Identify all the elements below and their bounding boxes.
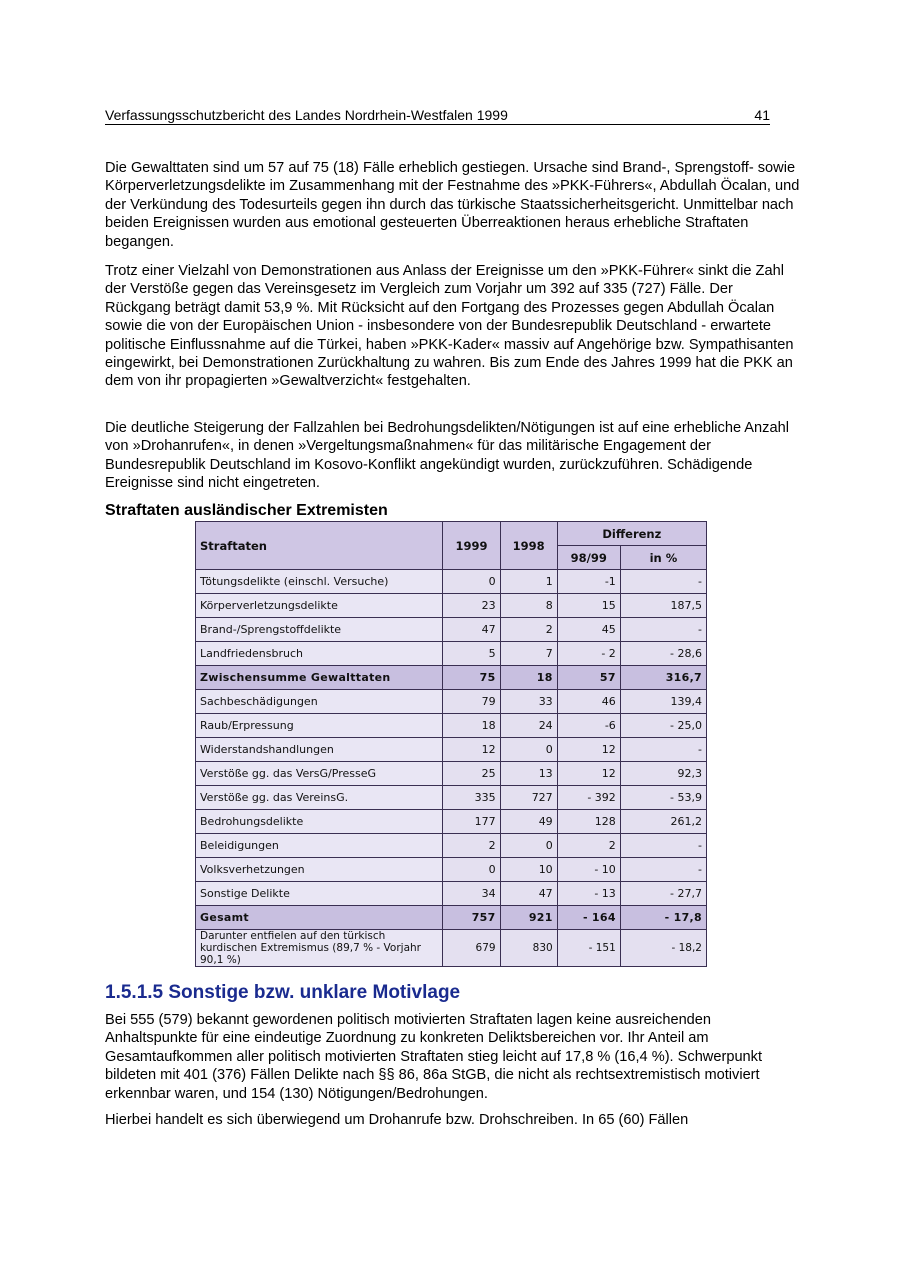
page-number: 41 bbox=[754, 107, 770, 123]
value-1998: 8 bbox=[500, 594, 557, 618]
value-percent: - bbox=[620, 738, 706, 762]
value-diff: 15 bbox=[557, 594, 620, 618]
value-diff: 46 bbox=[557, 690, 620, 714]
value-1998: 921 bbox=[500, 906, 557, 930]
value-1999: 12 bbox=[443, 738, 500, 762]
paragraph-1: Die Gewalttaten sind um 57 auf 75 (18) Fälle erheblich gestiegen. Ursache sind Brand-, Sprengstoff- sowie Körperverletzungsdelikte im Zusammenhang mit der Festnahme des »PKK-Führers«, Abdullah Öcalan, und der Verkündung des Todesurteils gegen ihn durch das türkische Staatssicherheitsgericht. Unmittelbar nach beiden Ereignissen wurden aus emotional gesteuerten Überreaktionen heraus erhebliche Straftaten begangen. bbox=[105, 160, 800, 250]
value-diff: - 392 bbox=[557, 786, 620, 810]
value-1999: 25 bbox=[443, 762, 500, 786]
row-label: Bedrohungsdelikte bbox=[196, 810, 443, 834]
value-1999: 177 bbox=[443, 810, 500, 834]
value-1998: 0 bbox=[500, 834, 557, 858]
value-1998: 0 bbox=[500, 738, 557, 762]
value-percent: - 53,9 bbox=[620, 786, 706, 810]
value-percent: - bbox=[620, 618, 706, 642]
value-diff: - 13 bbox=[557, 882, 620, 906]
table-row bbox=[196, 666, 707, 690]
row-label: Tötungsdelikte (einschl. Versuche) bbox=[196, 570, 443, 594]
header-1999: 1999 bbox=[443, 522, 500, 570]
value-1998: 47 bbox=[500, 882, 557, 906]
value-1998: 830 bbox=[500, 930, 557, 967]
table-row bbox=[196, 714, 707, 738]
value-1999: 47 bbox=[443, 618, 500, 642]
value-percent: - 25,0 bbox=[620, 714, 706, 738]
value-diff: 12 bbox=[557, 762, 620, 786]
value-diff: 45 bbox=[557, 618, 620, 642]
row-label: Zwischensumme Gewalttaten bbox=[196, 666, 443, 690]
value-1999: 2 bbox=[443, 834, 500, 858]
header-title: Verfassungsschutzbericht des Landes Nordrhein-Westfalen 1999 bbox=[105, 107, 508, 123]
value-1998: 10 bbox=[500, 858, 557, 882]
section-paragraph-1: Bei 555 (579) bekannt gewordenen politisch motivierten Straftaten lagen keine ausreichenden Anhaltspunkte für eine eindeutige Zuordnung zu konkreten Deliktsbereichen vor. Ihr Anteil am Gesamtaufkommen aller politisch motivierten Straftaten stieg leicht auf 17,8 % (16,4 %). Schwerpunkt bildeten mit 401 (376) Fällen Delikte nach §§ 86, 86a StGB, die nicht als rechtsextremistisch motiviert erkennbar waren, und 154 (130) Nötigungen/Bedrohungen. bbox=[105, 1012, 763, 1102]
table-row bbox=[196, 930, 707, 967]
table-row bbox=[196, 618, 707, 642]
value-diff: 12 bbox=[557, 738, 620, 762]
value-diff: - 164 bbox=[557, 906, 620, 930]
row-label: Darunter entfielen auf den türkisch kurdischen Extremismus (89,7 % - Vorjahr 90,1 %) bbox=[196, 930, 443, 967]
value-percent: 92,3 bbox=[620, 762, 706, 786]
value-1998: 24 bbox=[500, 714, 557, 738]
value-1998: 33 bbox=[500, 690, 557, 714]
section-heading: 1.5.1.5 Sonstige bzw. unklare Motivlage bbox=[105, 982, 461, 1003]
table-row bbox=[196, 594, 707, 618]
value-percent: - 17,8 bbox=[620, 906, 706, 930]
value-percent: - bbox=[620, 834, 706, 858]
value-1998: 18 bbox=[500, 666, 557, 690]
value-diff: -6 bbox=[557, 714, 620, 738]
header-1998: 1998 bbox=[500, 522, 557, 570]
value-percent: - bbox=[620, 570, 706, 594]
value-1998: 49 bbox=[500, 810, 557, 834]
row-label: Landfriedensbruch bbox=[196, 642, 443, 666]
value-diff: - 10 bbox=[557, 858, 620, 882]
header-difference: Differenz bbox=[557, 522, 706, 546]
row-label: Verstöße gg. das VereinsG. bbox=[196, 786, 443, 810]
row-label: Körperverletzungsdelikte bbox=[196, 594, 443, 618]
row-label: Gesamt bbox=[196, 906, 443, 930]
value-1999: 75 bbox=[443, 666, 500, 690]
row-label: Sonstige Delikte bbox=[196, 882, 443, 906]
value-diff: 128 bbox=[557, 810, 620, 834]
row-label: Volksverhetzungen bbox=[196, 858, 443, 882]
value-1999: 0 bbox=[443, 858, 500, 882]
value-diff: - 151 bbox=[557, 930, 620, 967]
paragraph-3: Die deutliche Steigerung der Fallzahlen bei Bedrohungsdelikten/Nötigungen ist auf eine erhebliche Anzahl von »Drohanrufen«, in denen »Vergeltungsmaßnahmen« für das militärische Engagement der Bundesrepublik Deutschland im Kosovo-Konflikt angekündigt wurden, zurückzuführen. Schädigende Ereignisse sind nicht eingetreten. bbox=[105, 420, 789, 492]
value-1999: 5 bbox=[443, 642, 500, 666]
table-row bbox=[196, 786, 707, 810]
value-1999: 18 bbox=[443, 714, 500, 738]
offenses-table bbox=[195, 521, 707, 967]
row-label: Widerstandshandlungen bbox=[196, 738, 443, 762]
table-row bbox=[196, 738, 707, 762]
value-percent: 316,7 bbox=[620, 666, 706, 690]
value-1998: 727 bbox=[500, 786, 557, 810]
row-label: Raub/Erpressung bbox=[196, 714, 443, 738]
row-label: Sachbeschädigungen bbox=[196, 690, 443, 714]
value-1998: 1 bbox=[500, 570, 557, 594]
header-offenses: Straftaten bbox=[196, 522, 443, 570]
table-row bbox=[196, 762, 707, 786]
value-diff: -1 bbox=[557, 570, 620, 594]
value-1998: 13 bbox=[500, 762, 557, 786]
value-diff: - 2 bbox=[557, 642, 620, 666]
value-percent: - 28,6 bbox=[620, 642, 706, 666]
value-1999: 23 bbox=[443, 594, 500, 618]
value-1999: 679 bbox=[443, 930, 500, 967]
table-row bbox=[196, 642, 707, 666]
value-1999: 34 bbox=[443, 882, 500, 906]
table-row bbox=[196, 810, 707, 834]
table-row bbox=[196, 570, 707, 594]
value-percent: 261,2 bbox=[620, 810, 706, 834]
value-1999: 757 bbox=[443, 906, 500, 930]
table-title: Straftaten ausländischer Extremisten bbox=[105, 502, 388, 519]
value-diff: 57 bbox=[557, 666, 620, 690]
value-percent: 187,5 bbox=[620, 594, 706, 618]
value-1999: 0 bbox=[443, 570, 500, 594]
value-1999: 335 bbox=[443, 786, 500, 810]
header-diff-percent: in % bbox=[620, 546, 706, 570]
value-percent: 139,4 bbox=[620, 690, 706, 714]
row-label: Brand-/Sprengstoffdelikte bbox=[196, 618, 443, 642]
paragraph-2: Trotz einer Vielzahl von Demonstrationen aus Anlass der Ereignisse um den »PKK-Führer« sinkt die Zahl der Verstöße gegen das Vereinsgesetz im Vergleich zum Vorjahr um 392 auf 335 (727) Fälle. Der Rückgang beträgt damit 53,9 %. Mit Rücksicht auf den Fortgang des Prozesses gegen Abdullah Öcalan sowie die von der Europäischen Union - insbesondere von der Bundesrepublik Deutschland - erwartete politische Einflussnahme auf die Türkei, haben »PKK-Kader« massiv auf Angehörige bzw. Sympathisanten eingewirkt, bei Demonstrationen Zurückhaltung zu wahren. Bis zum Ende des Jahres 1999 hat die PKK an dem von ihr propagierten »Gewaltverzicht« festgehalten. bbox=[105, 263, 794, 390]
value-1998: 7 bbox=[500, 642, 557, 666]
value-percent: - bbox=[620, 858, 706, 882]
value-diff: 2 bbox=[557, 834, 620, 858]
value-1999: 79 bbox=[443, 690, 500, 714]
value-percent: - 27,7 bbox=[620, 882, 706, 906]
table-row bbox=[196, 882, 707, 906]
table-row bbox=[196, 906, 707, 930]
page-header bbox=[105, 106, 770, 125]
value-1998: 2 bbox=[500, 618, 557, 642]
row-label: Verstöße gg. das VersG/PresseG bbox=[196, 762, 443, 786]
section-paragraph-2: Hierbei handelt es sich überwiegend um Drohanrufe bzw. Drohschreiben. In 65 (60) Fällen bbox=[105, 1112, 689, 1128]
table-row bbox=[196, 690, 707, 714]
value-percent: - 18,2 bbox=[620, 930, 706, 967]
table-row bbox=[196, 834, 707, 858]
header-diff-absolute: 98/99 bbox=[557, 546, 620, 570]
row-label: Beleidigungen bbox=[196, 834, 443, 858]
table-row bbox=[196, 858, 707, 882]
